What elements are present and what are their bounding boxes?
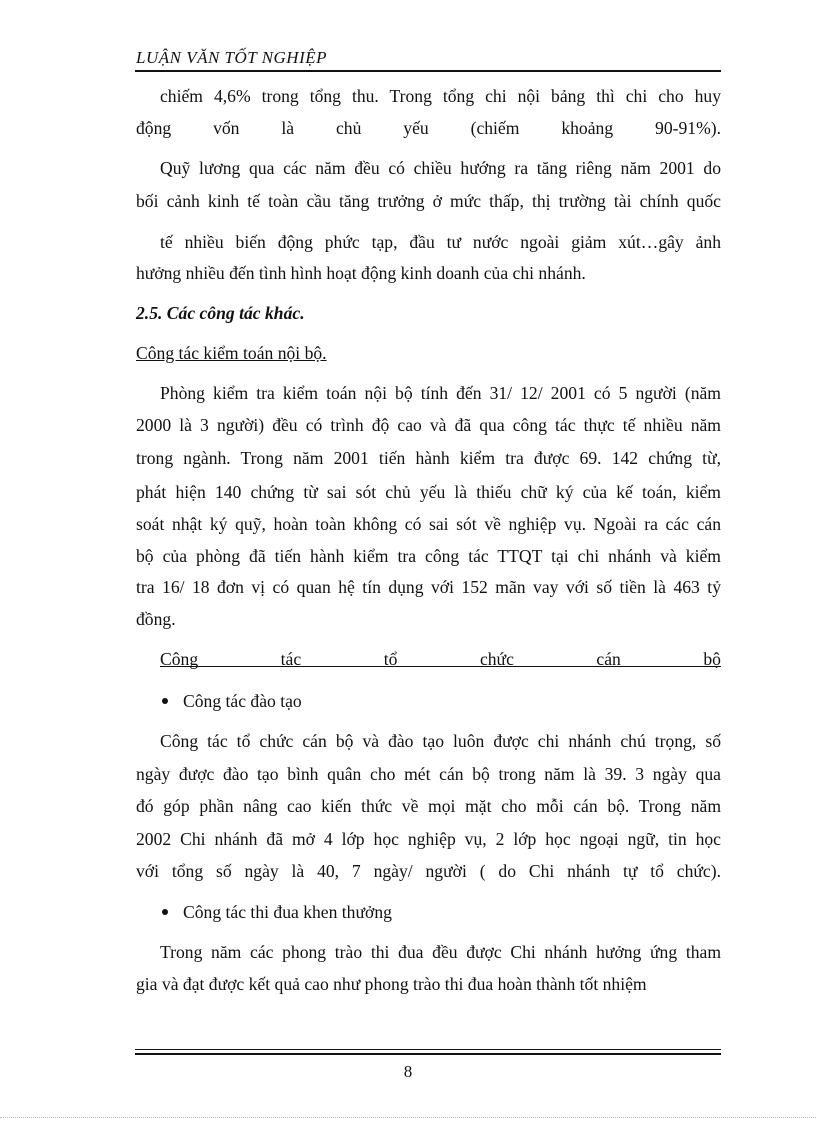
text-line: soát nhật ký quỹ, hoàn toàn không có sai sót về nghiệp vụ. Ngoài ra các cán [136, 514, 721, 534]
bullet-label: Công tác đào tạo [183, 691, 302, 711]
text-line: tế nhiều biến động phức tạp, đầu tư nước ngoài giảm xút…gây ảnh [160, 232, 721, 252]
subheading-audit: Công tác kiểm toán nội bộ. [136, 343, 327, 363]
bullet-icon [162, 698, 168, 704]
text-line: ngày được đào tạo bình quân cho mét cán bộ trong năm là 39. 3 ngày qua [136, 764, 721, 784]
text-line: trong ngành. Trong năm 2001 tiến hành kiểm tra được 69. 142 chứng từ, [136, 448, 721, 468]
footer-rule [135, 1053, 721, 1055]
text-line: 2002 Chi nhánh đã mở 4 lớp học nghiệp vụ, 2 lớp học ngoại ngữ, tin học [136, 829, 721, 849]
bullet-item-emulation [162, 901, 392, 923]
text-line: phát hiện 140 chứng từ sai sót chủ yếu là thiếu chữ ký của kế toán, kiểm [136, 482, 721, 502]
subheading-word: tổ [383, 649, 398, 669]
text-line: Công tác tổ chức cán bộ và đào tạo luôn được chi nhánh chú trọng, số [160, 731, 721, 751]
text-line: Quỹ lương qua các năm đều có chiều hướng ra tăng riêng năm 2001 do [160, 158, 721, 178]
bullet-icon [162, 909, 168, 915]
text-line: chiếm 4,6% trong tổng thu. Trong tổng chi nội bảng thì chi cho huy [160, 86, 721, 106]
footer-rule [135, 1049, 721, 1050]
page-edge-divider [0, 1117, 816, 1118]
text-line: động vốn là chủ yếu (chiếm khoảng 90-91%). [136, 118, 721, 138]
bullet-label: Công tác thi đua khen thưởng [183, 902, 392, 922]
text-line: gia và đạt được kết quả cao như phong trào thi đua hoàn thành tốt nhiệm [136, 974, 647, 994]
text-line: Trong năm các phong trào thi đua đều được Chi nhánh hưởng ứng tham [160, 942, 721, 962]
header-title: LUẬN VĂN TỐT NGHIỆP [136, 48, 328, 67]
text-line: bối cảnh kinh tế toàn cầu tăng trưởng ở mức thấp, thị trường tài chính quốc [136, 191, 721, 211]
subheading-staff [160, 648, 721, 670]
bullet-item-training [162, 690, 302, 712]
text-line: đó góp phần nâng cao kiến thức về mọi mặt cho mỗi cán bộ. Trong năm [136, 796, 721, 816]
page-number: 8 [403, 1062, 413, 1081]
text-line: với tổng số ngày là 40, 7 ngày/ người ( do Chi nhánh tự tổ chức). [136, 861, 721, 881]
text-line: Phòng kiểm tra kiểm toán nội bộ tính đến 31/ 12/ 2001 có 5 người (năm [160, 383, 721, 403]
text-line: hưởng nhiều đến tình hình hoạt động kinh doanh của chi nhánh. [136, 263, 586, 283]
subheading-word: tác [280, 649, 302, 669]
subheading-word: cán [596, 649, 621, 669]
text-line: 2000 là 3 người) đều có trình độ cao và đã qua công tác thực tế nhiều năm [136, 415, 721, 435]
section-heading: 2.5. Các công tác khác. [136, 303, 305, 323]
text-line: bộ của phòng đã tiến hành kiểm tra công tác TTQT tại chi nhánh và kiểm [136, 546, 721, 566]
header-rule [135, 70, 721, 72]
subheading-underline [160, 666, 721, 667]
text-line: đồng. [136, 609, 176, 629]
subheading-word: Công [160, 649, 199, 669]
subheading-word: bộ [703, 649, 721, 669]
subheading-word: chức [479, 649, 514, 669]
text-line: tra 16/ 18 đơn vị có quan hệ tín dụng với 152 mãn vay với số tiền là 463 tỷ [136, 577, 721, 597]
